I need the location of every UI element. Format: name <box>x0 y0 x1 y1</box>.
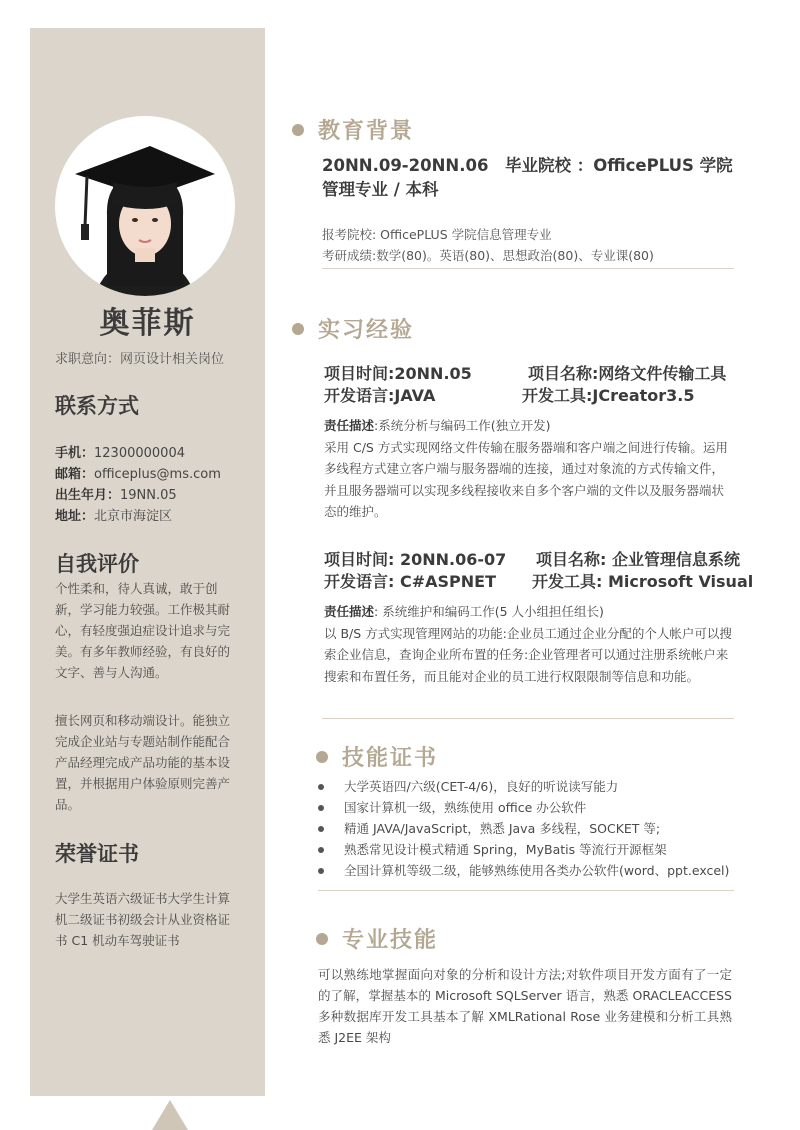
skills-section-heading <box>316 741 438 772</box>
decorative-triangle <box>152 1100 188 1130</box>
list-item: 大学英语四/六级(CET-4/6)，良好的听说读写能力 <box>318 776 729 797</box>
self-eval-para-2: 擅长网页和移动端设计。能独立完成企业站与专题站制作能配合产品经理完成产品功能的基本设置，并根据用户体验原则完善产品。 <box>55 713 231 812</box>
education-main: 20NN.09-20NN.06 毕业院校 ：OfficePLUS 学院管理专业 / 本科 <box>322 156 733 199</box>
self-eval-heading: 自我评价 <box>55 552 139 576</box>
contact-phone: 手机：12300000004 <box>55 446 185 461</box>
contact-address: 地址：北京市海淀区 <box>55 509 173 524</box>
sidebar <box>30 28 265 1096</box>
bullet-dot-icon <box>292 323 304 335</box>
honors-text: 大学生英语六级证书大学生计算机二级证书初级会计从业资格证书 C1 机动车驾驶证书 <box>55 891 231 948</box>
list-item: 国家计算机一级，熟练使用 office 办公软件 <box>318 797 729 818</box>
professional-section-heading <box>316 923 438 954</box>
project-1-language: 开发语言:JAVA <box>324 386 436 405</box>
project-1-description: 责任描述:系统分析与编码工作(独立开发) 采用 C/S 方式实现网络文件传输在服务器端和客户端之间进行传输。运用多线程方式建立客户端与服务器端的连接，通过对象流的方式传输文件，并且服务器端可以实现多线程接收来自多个客户端的文件以及服务器端状态的维护。 <box>324 418 728 519</box>
project-1-name: 项目名称:网络文件传输工具 <box>528 364 727 383</box>
project-2-description: 责任描述: 系统维护和编码工作(5 人小组担任组长) 以 B/S 方式实现管理网站的功能:企业员工通过企业分配的个人帐户可以搜索企业信息，查询企业所布置的任务:企业管理者可以通过注册系统帐户来搜索和布置任务，而且能对企业的员工进行权限限制等信息和功能。 <box>324 604 732 684</box>
candidate-name: 奥菲斯 <box>99 306 196 341</box>
skills-heading-text: 技能证书 <box>342 746 439 771</box>
professional-text: 可以熟练地掌握面向对象的分析和设计方法;对软件项目开发方面有了一定的了解，掌握基本的 Microsoft SQLServer 语言，熟悉 ORACLEACCESS 多种数据库开发工具基本了解 XMLRational Rose 业务建模和分析工具熟悉 J2EE 架构 <box>318 967 732 1045</box>
job-intent: 求职意向：网页设计相关岗位 <box>55 352 225 367</box>
project-2-tool: 开发工具: Microsoft Visual <box>532 572 754 591</box>
divider <box>322 718 734 719</box>
list-item: 熟悉常见设计模式精通 Spring，MyBatis 等流行开源框架 <box>318 839 729 860</box>
bullet-icon <box>318 805 324 811</box>
project-2-language: 开发语言: C#ASPNET <box>324 572 496 591</box>
project-2-time: 项目时间: 20NN.06-07 <box>324 550 507 569</box>
bullet-icon <box>318 847 324 853</box>
list-item: 全国计算机等级二级，能够熟练使用各类办公软件(word、ppt.excel) <box>318 860 729 881</box>
contact-email: 邮箱：officeplus@ms.com <box>55 467 221 482</box>
divider <box>318 890 734 891</box>
contact-heading: 联系方式 <box>55 394 139 418</box>
bullet-dot-icon <box>316 751 328 763</box>
project-2-name: 项目名称: 企业管理信息系统 <box>536 550 740 569</box>
graduate-avatar-image <box>55 116 235 296</box>
self-eval-para-1: 个性柔和，待人真诚，敢于创新，学习能力较强。工作极其耐心，有轻度强迫症设计追求与完美。有多年教师经验，有良好的文字、善与人沟通。 <box>55 581 231 680</box>
bullet-icon <box>318 826 324 832</box>
education-detail-2: 考研成绩:数学(80)。英语(80)、思想政治(80)、专业课(80) <box>322 248 654 263</box>
profile-photo <box>55 116 235 296</box>
contact-list <box>55 443 221 527</box>
education-heading-text: 教育背景 <box>318 119 415 144</box>
contact-birth: 出生年月：19NN.05 <box>55 488 177 503</box>
list-item: 精通 JAVA/JavaScript，熟悉 Java 多线程，SOCKET 等; <box>318 818 729 839</box>
internship-section-heading <box>292 313 414 344</box>
project-1-time: 项目时间:20NN.05 <box>324 364 472 383</box>
bullet-dot-icon <box>316 933 328 945</box>
professional-heading-text: 专业技能 <box>342 928 439 953</box>
skills-list <box>318 776 729 881</box>
bullet-icon <box>318 784 324 790</box>
education-section-heading <box>292 114 414 145</box>
project-1-tool: 开发工具:JCreator3.5 <box>522 386 695 405</box>
bullet-dot-icon <box>292 124 304 136</box>
divider <box>322 268 734 269</box>
honors-heading: 荣誉证书 <box>55 842 139 866</box>
education-detail-1: 报考院校: OfficePLUS 学院信息管理专业 <box>322 227 552 242</box>
internship-heading-text: 实习经验 <box>318 318 415 343</box>
bullet-icon <box>318 868 324 874</box>
